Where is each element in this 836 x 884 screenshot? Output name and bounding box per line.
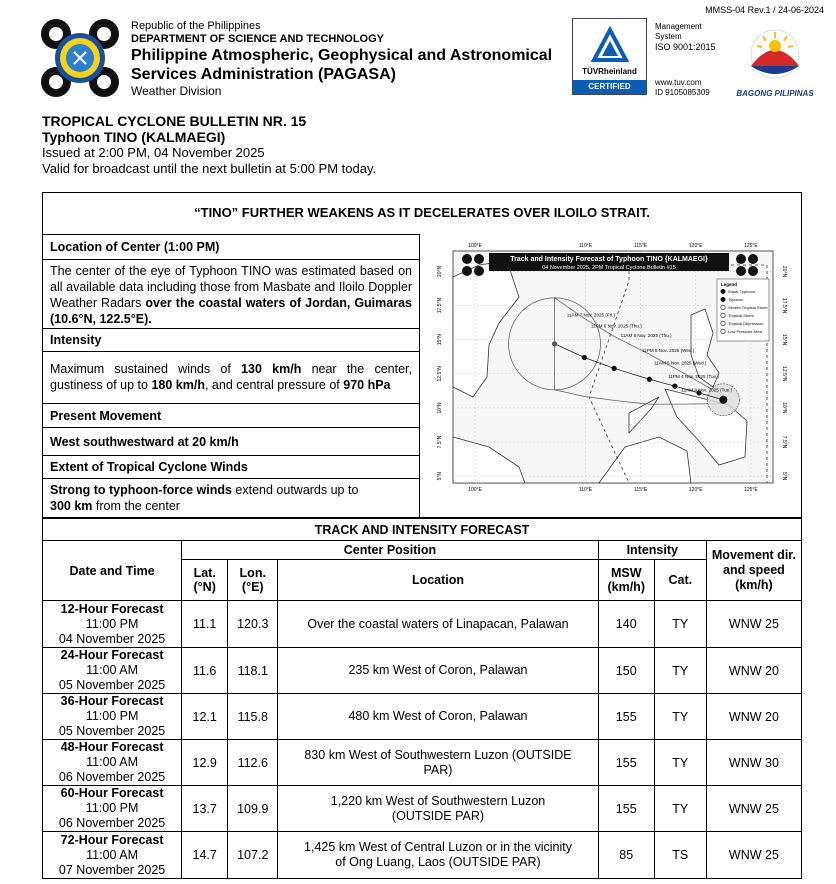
forecast-time: 11:00 AM: [86, 663, 139, 677]
bagong-pilipinas-emblem-icon: [735, 24, 815, 86]
lat-label-right: 15°N: [781, 334, 787, 346]
intensity-t1: Maximum sustained winds of: [50, 362, 242, 376]
current-position-marker: [719, 396, 727, 404]
map-legend: [717, 279, 769, 341]
department-line: DEPARTMENT OF SCIENCE AND TECHNOLOGY: [131, 33, 385, 45]
location-text-a: The center of the eye of Typhoon TINO was estimated based on all available data including those from Masbate and Iloilo Doppler Weather Radars: [50, 264, 412, 310]
tuv-id: ID 9105085309: [655, 88, 710, 97]
forecast-lat: 12.9: [182, 740, 228, 786]
forecast-label: 60-Hour Forecast: [60, 786, 164, 800]
lon-label-top: 110°E: [578, 243, 593, 249]
valid-line: Valid for broadcast until the next bulletin at 5:00 PM today.: [42, 161, 377, 176]
forecast-date: 07 November 2025: [58, 862, 166, 877]
tuv-url: www.tuv.com: [655, 78, 702, 87]
intensity-text: [43, 351, 420, 403]
bagong-pilipinas-logo: [735, 24, 815, 98]
forecast-cat: TS: [654, 832, 706, 879]
legend-item: Tropical Depression: [728, 321, 764, 326]
extent-heading: Extent of Tropical Cyclone Winds: [43, 455, 420, 478]
forecast-lon: 112.6: [228, 740, 278, 786]
lat-label-left: 17.5°N: [437, 297, 443, 314]
forecast-time: 11:00 PM: [85, 709, 139, 723]
forecast-label: 24-Hour Forecast: [60, 648, 164, 662]
forecast-lon: 120.3: [228, 601, 278, 648]
map-title: Track and Intensity Forecast of Typhoon TINO {KALMAEGI}: [510, 256, 708, 263]
forecast-location: 235 km West of Coron, Palawan: [278, 648, 598, 694]
col-date-time: Date and Time: [43, 541, 182, 601]
col-movement: Movement dir. and speed (km/h): [706, 541, 801, 601]
forecast-row: [43, 740, 802, 786]
lat-label-left: 12.5°N: [437, 366, 443, 382]
lat-label-left: 5°N: [437, 471, 443, 481]
forecast-label: 12-Hour Forecast: [60, 601, 164, 616]
track-forecast-map: [429, 237, 799, 497]
agency-line-2: Services Administration (PAGASA): [131, 66, 396, 83]
legend-item: Tropical Storm: [728, 313, 754, 318]
lon-label-top: 115°E: [633, 243, 648, 249]
lat-label-right: 17.5°N: [781, 297, 787, 314]
forecast-row: [43, 786, 802, 832]
forecast-msw: 85: [598, 832, 654, 879]
storm-name: Typhoon TINO (KALMAEGI): [42, 129, 226, 145]
extent-t4: from the center: [92, 499, 180, 513]
forecast-point-marker: [647, 377, 652, 382]
lat-label-right: 7.5°N: [781, 435, 787, 449]
forecast-date: 04 November 2025: [58, 631, 166, 646]
legend-swatch: [721, 297, 725, 301]
agency-line-1: Philippine Atmospheric, Geophysical and Astronomical: [131, 47, 553, 64]
forecast-cat: TY: [654, 648, 706, 694]
forecast-date: 05 November 2025: [58, 724, 166, 738]
forecast-movement: WNW 25: [706, 786, 801, 832]
lat-label-right: 5°N: [781, 471, 787, 481]
legend-item: Low Pressure Area: [728, 329, 762, 334]
track-label: 11AM 6 Nov. 2025 (Thu.): [620, 332, 672, 338]
forecast-row: [43, 694, 802, 740]
forecast-row: [43, 648, 802, 694]
forecast-datetime: [43, 832, 182, 879]
col-center-position: Center Position: [182, 541, 599, 560]
extent-text: [43, 478, 420, 519]
forecast-time: 11:00 PM: [85, 616, 139, 631]
forecast-cat: TY: [654, 694, 706, 740]
forecast-movement: WNW 25: [706, 832, 801, 879]
col-location: Location: [278, 560, 598, 601]
extent-t2: extend outwards up to: [231, 483, 359, 497]
forecast-label: 48-Hour Forecast: [60, 740, 164, 754]
intensity-gust: 180 km/h: [151, 378, 205, 392]
col-intensity: Intensity: [598, 541, 706, 560]
tuv-triangle-icon: [590, 26, 630, 66]
legend-item: Super Typhoon: [728, 289, 756, 294]
tuv-name: TÜVRheinland: [582, 67, 637, 76]
forecast-time: 11:00 PM: [85, 801, 139, 815]
forecast-label: 36-Hour Forecast: [60, 694, 164, 708]
legend-swatch: [721, 321, 725, 325]
lat-label-right: 10°N: [781, 402, 787, 414]
forecast-location: 480 km West of Coron, Palawan: [278, 694, 598, 740]
track-label: 11AM 7 Nov. 2025 (Fri.): [566, 312, 616, 318]
forecast-point-marker: [672, 384, 677, 389]
forecast-row: [43, 601, 802, 648]
col-cat: Cat.: [654, 560, 706, 601]
management-system: [655, 22, 716, 97]
forecast-movement: WNW 30: [706, 740, 801, 786]
forecast-msw: 155: [598, 786, 654, 832]
legend-title: Legend: [721, 282, 738, 287]
bulletin-titles: [42, 113, 376, 177]
forecast-location: 830 km West of Southwestern Luzon (OUTSIDE PAR): [278, 740, 598, 786]
track-label: 11AM 4 Nov. 2025 (Tue.): [681, 387, 733, 393]
forecast-lon: 109.9: [228, 786, 278, 832]
legend-item: Severe Tropical Storm: [728, 305, 768, 310]
forecast-lon: 118.1: [228, 648, 278, 694]
lon-label-bottom: 115°E: [633, 487, 648, 493]
forecast-location: 1,425 km West of Central Luzon or in the vicinity of Ong Luang, Laos (OUTSIDE PAR): [278, 832, 598, 879]
bulletin-title: TROPICAL CYCLONE BULLETIN NR. 15: [42, 113, 307, 129]
track-label: 11PM 5 Nov. 2025 (Wed.): [642, 347, 695, 353]
forecast-date: 06 November 2025: [58, 816, 166, 830]
legend-item: Typhoon: [728, 297, 744, 302]
col-lon: Lon. (°E): [228, 560, 278, 601]
division-line: Weather Division: [131, 84, 222, 98]
lat-label-left: 20°N: [437, 265, 443, 278]
agency-name-block: [131, 20, 552, 98]
movement-value: West southwestward at 20 km/h: [43, 427, 420, 455]
map-subtitle: 04 November 2025, 2PM Tropical Cyclone Bulletin #15: [542, 265, 676, 271]
lat-label-left: 15°N: [437, 334, 443, 346]
col-msw: MSW (km/h): [598, 560, 654, 601]
forecast-msw: 140: [598, 601, 654, 648]
agency-header: [40, 18, 830, 98]
headline: “TINO” FURTHER WEAKENS AS IT DECELERATES OVER ILOILO STRAIT.: [194, 205, 650, 220]
intensity-heading: Intensity: [43, 328, 420, 351]
lon-label-bottom: 120°E: [688, 487, 703, 493]
lon-label-top: 125°E: [744, 243, 758, 249]
lon-label-bottom: 110°E: [578, 487, 593, 493]
forecast-lat: 14.7: [182, 832, 228, 879]
forecast-point-marker: [612, 366, 617, 371]
forecast-point-marker: [552, 341, 557, 346]
republic-line: Republic of the Philippines: [131, 20, 261, 32]
forecast-location: 1,220 km West of Southwestern Luzon (OUTSIDE PAR): [278, 786, 598, 832]
forecast-lat: 12.1: [182, 694, 228, 740]
form-code: MMSS-04 Rev.1 / 24-06-2024: [705, 5, 824, 15]
forecast-lon: 107.2: [228, 832, 278, 879]
bagong-pilipinas-text: BAGONG PILIPINAS: [736, 89, 814, 98]
forecast-cat: TY: [654, 786, 706, 832]
forecast-lat: 11.6: [182, 648, 228, 694]
intensity-msw: 130 km/h: [241, 362, 302, 376]
forecast-msw: 155: [598, 740, 654, 786]
forecast-lat: 11.1: [182, 601, 228, 648]
col-lat: Lat. (°N): [182, 560, 228, 601]
intensity-pressure: 970 hPa: [343, 378, 391, 392]
bulletin-summary-box: [42, 192, 802, 518]
forecast-time: 11:00 AM: [86, 847, 139, 862]
forecast-lon: 115.8: [228, 694, 278, 740]
lat-label-left: 7.5°N: [437, 435, 443, 449]
lat-label-right: 12.5°N: [781, 366, 787, 382]
location-heading: Location of Center (1:00 PM): [43, 234, 420, 259]
forecast-date: 06 November 2025: [58, 770, 166, 784]
forecast-lat: 13.7: [182, 786, 228, 832]
mgmt-line-1: Management: [655, 22, 702, 31]
forecast-msw: 150: [598, 648, 654, 694]
issued-line: Issued at 2:00 PM, 04 November 2025: [42, 145, 265, 160]
forecast-date: 05 November 2025: [58, 678, 166, 692]
legend-swatch: [721, 289, 725, 293]
lat-label-left: 10°N: [437, 402, 443, 414]
lon-label-bottom: 125°E: [744, 487, 758, 493]
track-label: 11PM 4 Nov. 2025 (Tue.): [668, 373, 719, 379]
track-label: 11AM 5 Nov. 2025 (Wed.): [654, 360, 707, 366]
location-text-b: over the coastal waters of Jordan, Guimaras (10.6°N, 122.5°E).: [50, 296, 412, 326]
mgmt-line-2: System: [655, 32, 682, 41]
lat-label-right: 20°N: [781, 265, 787, 278]
lon-label-top: 120°E: [688, 243, 703, 249]
movement-heading: Present Movement: [43, 403, 420, 427]
summary-left-column: [43, 234, 420, 519]
forecast-label: 72-Hour Forecast: [60, 832, 164, 847]
forecast-cat: TY: [654, 601, 706, 648]
extent-t3: 300 km: [50, 499, 93, 513]
forecast-location: Over the coastal waters of Linapacan, Palawan: [278, 601, 598, 648]
forecast-datetime: [43, 648, 182, 694]
forecast-datetime: [43, 740, 182, 786]
legend-swatch: [721, 313, 725, 317]
forecast-row: [43, 832, 802, 879]
iso-line: ISO 9001:2015: [655, 42, 716, 52]
forecast-table-title: TRACK AND INTENSITY FORECAST: [43, 519, 802, 541]
forecast-table: [42, 518, 802, 879]
forecast-cat: TY: [654, 740, 706, 786]
tuv-certified: CERTIFIED: [573, 80, 646, 94]
forecast-point-marker: [582, 355, 587, 360]
lon-label-bottom: 100°E: [468, 487, 482, 493]
intensity-t2: near the center, gustiness of up to: [50, 362, 412, 392]
forecast-datetime: [43, 601, 182, 648]
forecast-msw: 155: [598, 694, 654, 740]
intensity-t3: , and central pressure of: [204, 378, 344, 392]
extent-t1: Strong to typhoon-force winds: [50, 483, 232, 497]
lon-label-top: 100°E: [468, 243, 482, 249]
pagasa-logo: [40, 18, 120, 98]
forecast-datetime: [43, 786, 182, 832]
forecast-time: 11:00 AM: [86, 755, 139, 769]
forecast-movement: WNW 20: [706, 694, 801, 740]
legend-swatch: [721, 305, 725, 309]
forecast-movement: WNW 20: [706, 648, 801, 694]
forecast-datetime: [43, 694, 182, 740]
forecast-movement: WNW 25: [706, 601, 801, 648]
tuv-badge: [572, 18, 647, 95]
track-label: 11PM 6 Nov. 2025 (Thu.): [590, 323, 642, 329]
legend-swatch: [721, 329, 725, 333]
location-text: [43, 259, 420, 328]
